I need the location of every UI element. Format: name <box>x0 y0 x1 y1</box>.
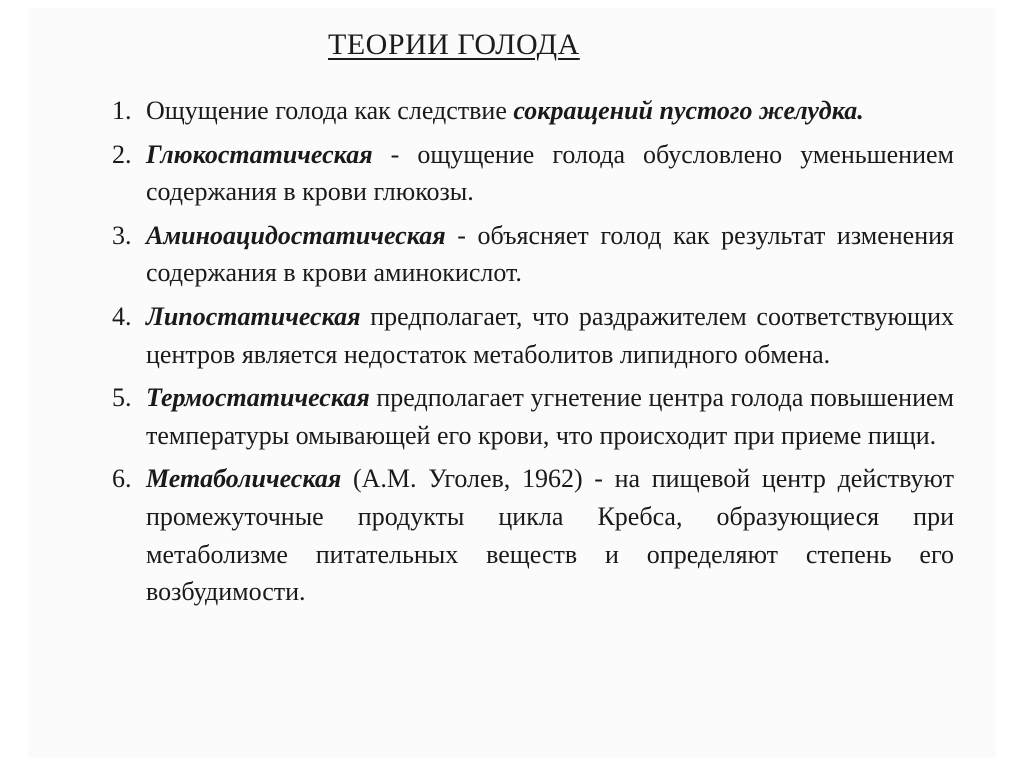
list-item <box>112 136 954 211</box>
item-description: (А.М. Уголев, 1962) - на пищевой центр действуют промежуточные продукты цикла Кребса, образующиеся при метаболизме питательных веществ и определяют степень его возбудимости. <box>146 464 954 607</box>
item-description: предполагает угнетение центра голода повышением температуры омывающей его крови, что происходит при приеме пищи. <box>146 383 954 450</box>
item-text-lead: Ощущение голода как следствие <box>146 96 514 125</box>
item-number: 6. <box>112 464 132 494</box>
item-number: 4. <box>112 301 132 331</box>
item-text <box>146 298 954 373</box>
theory-term: Термостатическая <box>146 383 370 413</box>
slide <box>28 8 996 758</box>
theory-list <box>112 92 954 617</box>
item-description: - объясняет голод как результат изменения содержания в крови аминокислот. <box>146 220 954 288</box>
theory-term: Глюкостатическая <box>146 139 373 169</box>
item-text <box>146 92 954 130</box>
list-item <box>112 298 954 373</box>
item-number: 2. <box>112 139 132 169</box>
page-title: ТЕОРИИ ГОЛОДА <box>328 28 580 61</box>
list-item <box>112 379 954 454</box>
list-item <box>112 217 954 292</box>
item-number: 1. <box>112 96 132 125</box>
item-description: предполагает, что раздражителем соответствующих центров является недостаток метаболитов липидного обмена. <box>146 301 954 369</box>
theory-term: сокращений пустого желудка. <box>513 96 864 125</box>
theory-term: Липостатическая <box>146 301 361 331</box>
item-number: 3. <box>112 220 132 250</box>
item-description: - ощущение голода обусловлено уменьшением содержания в крови глюкозы. <box>146 139 954 207</box>
item-text <box>146 217 954 292</box>
item-text <box>146 460 954 610</box>
theory-term: Метаболическая <box>146 464 342 494</box>
item-text <box>146 379 954 454</box>
list-item <box>112 92 954 130</box>
item-number: 5. <box>112 383 132 413</box>
theory-term: Аминоацидостатическая <box>146 220 446 250</box>
item-text <box>146 136 954 211</box>
list-item <box>112 460 954 610</box>
